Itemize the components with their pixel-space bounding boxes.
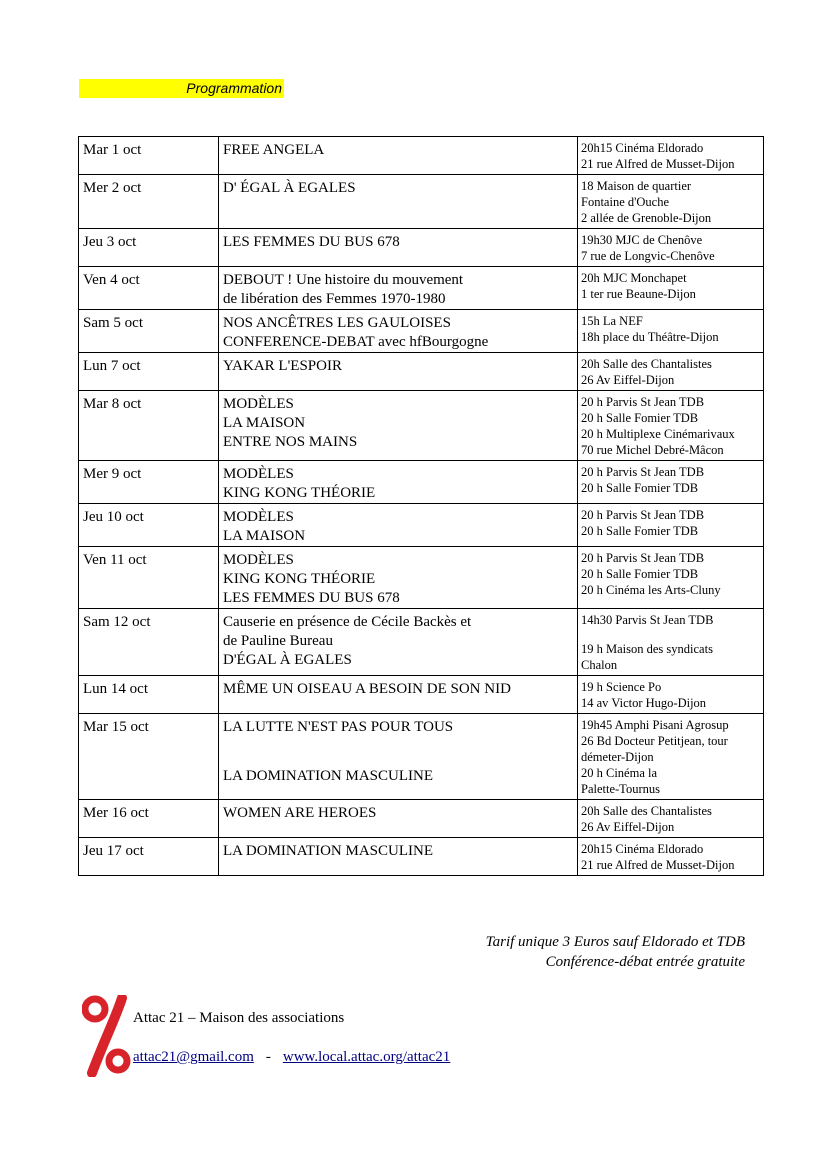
table-row	[79, 609, 764, 676]
event-title-line: NOS ANCÊTRES LES GAULOISES	[223, 315, 451, 331]
event-venue	[578, 547, 764, 609]
event-date	[79, 353, 219, 391]
programme-table-body	[79, 137, 764, 876]
event-date-text: Sam 12 oct	[83, 614, 151, 630]
event-venue-line: 26 Av Eiffel-Dijon	[581, 373, 675, 387]
event-venue-line: 21 rue Alfred de Musset-Dijon	[581, 157, 735, 171]
event-venue-line: 14 av Victor Hugo-Dijon	[581, 695, 707, 710]
event-title-line	[223, 752, 577, 767]
event-venue	[578, 137, 764, 175]
event-title-line: ENTRE NOS MAINS	[223, 434, 358, 450]
event-title-line: de libération des Femmes 1970-1980	[223, 291, 446, 307]
event-date	[79, 391, 219, 461]
event-date-text: Jeu 17 oct	[83, 842, 144, 859]
event-date-text: Lun 7 oct	[83, 358, 141, 374]
event-venue-line: Chalon	[581, 657, 618, 672]
event-venue-line: 20 h Salle Fomier TDB	[581, 567, 699, 581]
event-title	[219, 391, 578, 461]
event-title	[219, 310, 578, 353]
event-title-line: LA LUTTE N'EST PAS POUR TOUS	[223, 718, 454, 735]
event-venue-line: 20 h Parvis St Jean TDB	[581, 465, 705, 479]
event-title-line: Causerie en présence de Cécile Backès et	[223, 614, 472, 630]
programme-table	[78, 136, 764, 876]
event-venue-line: 20h15 Cinéma Eldorado	[581, 141, 704, 155]
event-date-text: Lun 14 oct	[83, 680, 148, 697]
event-venue	[578, 675, 764, 713]
contact-line	[133, 1047, 450, 1067]
event-venue-line: 1 ter rue Beaune-Dijon	[581, 287, 696, 301]
event-title-line: KING KONG THÉORIE	[223, 485, 376, 501]
event-venue	[578, 229, 764, 267]
table-row	[79, 310, 764, 353]
page-heading: Programmation	[79, 79, 284, 98]
conference-note: Conférence-débat entrée gratuite	[545, 954, 745, 970]
event-title	[219, 547, 578, 609]
event-venue-line: 20 h Multiplexe Cinémarivaux	[581, 427, 735, 441]
event-title-line: MODÈLES	[223, 509, 294, 525]
event-venue-line: 19 h Maison des syndicats	[581, 641, 713, 656]
table-row	[79, 504, 764, 547]
event-title-line: D' ÉGAL À EGALES	[223, 180, 356, 196]
event-date-text: Mer 9 oct	[83, 466, 142, 482]
event-venue	[578, 310, 764, 353]
event-title-line	[223, 737, 577, 752]
event-venue-line: 21 rue Alfred de Musset-Dijon	[581, 857, 735, 872]
event-venue	[578, 504, 764, 547]
event-venue-line: 19h30 MJC de Chenôve	[581, 233, 703, 247]
event-title-line: FREE ANGELA	[223, 142, 325, 158]
event-date-text: Mar 15 oct	[83, 718, 149, 735]
event-date	[79, 504, 219, 547]
event-title	[219, 504, 578, 547]
website-link[interactable]: www.local.attac.org/attac21	[282, 1049, 451, 1065]
event-title	[219, 837, 578, 875]
event-title	[219, 137, 578, 175]
event-venue-line: 20 h Cinéma les Arts-Cluny	[581, 583, 721, 597]
event-venue-line: 20h MJC Monchapet	[581, 271, 687, 285]
event-title-line: de Pauline Bureau	[223, 633, 333, 649]
event-venue-line: 19h45 Amphi Pisani Agrosup	[581, 717, 729, 732]
event-title-line: WOMEN ARE HEROES	[223, 804, 377, 821]
event-venue-line	[581, 628, 763, 641]
event-venue	[578, 267, 764, 310]
price-note: Tarif unique 3 Euros sauf Eldorado et TDB	[485, 934, 745, 950]
event-venue-line: 26 Bd Docteur Petitjean, tour	[581, 733, 728, 748]
table-row	[79, 799, 764, 837]
event-venue	[578, 461, 764, 504]
event-venue-line: 20 h Salle Fomier TDB	[581, 524, 699, 538]
event-title-line: MODÈLES	[223, 396, 294, 412]
table-row	[79, 229, 764, 267]
event-venue-line: 20 h Salle Fomier TDB	[581, 411, 699, 425]
event-venue	[578, 391, 764, 461]
event-venue-line: 18 Maison de quartier	[581, 179, 692, 193]
organisation-name: Attac 21 – Maison des associations	[133, 1010, 345, 1026]
event-title-line: LA DOMINATION MASCULINE	[223, 767, 433, 784]
event-venue-line: 20h Salle des Chantalistes	[581, 357, 712, 371]
table-row	[79, 461, 764, 504]
event-venue-line: 19 h Science Po	[581, 679, 662, 694]
event-title	[219, 713, 578, 799]
event-title-line: LES FEMMES DU BUS 678	[223, 234, 400, 250]
event-venue	[578, 353, 764, 391]
event-venue-line: 20 h Parvis St Jean TDB	[581, 395, 705, 409]
event-title-line: KING KONG THÉORIE	[223, 571, 376, 587]
event-venue-line: 18h place du Théâtre-Dijon	[581, 330, 719, 344]
event-title-line: LA DOMINATION MASCULINE	[223, 842, 433, 859]
event-date	[79, 675, 219, 713]
event-date-text: Ven 11 oct	[83, 552, 147, 568]
event-title-line: CONFERENCE-DEBAT avec hfBourgogne	[223, 334, 489, 350]
event-venue-line: 15h La NEF	[581, 314, 643, 328]
event-date-text: Jeu 3 oct	[83, 234, 137, 250]
event-date-text: Mar 8 oct	[83, 396, 142, 412]
event-title-line: DEBOUT ! Une histoire du mouvement	[223, 272, 464, 288]
contact-separator: -	[265, 1049, 271, 1065]
event-venue-line: 20 h Parvis St Jean TDB	[581, 551, 705, 565]
event-venue	[578, 175, 764, 229]
event-title-line: D'ÉGAL À EGALES	[223, 652, 352, 668]
table-row	[79, 547, 764, 609]
event-date	[79, 229, 219, 267]
event-title-line: MÊME UN OISEAU A BESOIN DE SON NID	[223, 680, 511, 697]
table-row	[79, 391, 764, 461]
table-row	[79, 267, 764, 310]
event-title-line: LA MAISON	[223, 528, 306, 544]
event-venue-line: 20 h Salle Fomier TDB	[581, 481, 699, 495]
event-date	[79, 837, 219, 875]
attac-percent-logo-icon	[82, 995, 134, 1077]
event-date-text: Mar 1 oct	[83, 142, 142, 158]
event-date	[79, 461, 219, 504]
event-title	[219, 675, 578, 713]
table-row	[79, 675, 764, 713]
event-title	[219, 799, 578, 837]
event-title	[219, 229, 578, 267]
event-date	[79, 267, 219, 310]
event-venue-line: démeter-Dijon	[581, 749, 654, 764]
event-date	[79, 713, 219, 799]
event-venue-line: 14h30 Parvis St Jean TDB	[581, 613, 714, 627]
event-title-line: MODÈLES	[223, 466, 294, 482]
event-venue-line: Fontaine d'Ouche	[581, 195, 669, 209]
event-title	[219, 175, 578, 229]
event-date	[79, 799, 219, 837]
event-venue	[578, 609, 764, 676]
event-date	[79, 547, 219, 609]
event-title	[219, 353, 578, 391]
event-venue-line: 70 rue Michel Debré-Mâcon	[581, 443, 724, 457]
event-title-line: LA MAISON	[223, 415, 306, 431]
event-date-text: Ven 4 oct	[83, 272, 140, 288]
table-row	[79, 353, 764, 391]
event-venue-line: 20h Salle des Chantalistes	[581, 803, 712, 818]
event-date-text: Mer 2 oct	[83, 180, 142, 196]
event-date	[79, 137, 219, 175]
event-date-text: Sam 5 oct	[83, 315, 143, 331]
event-venue-line: 2 allée de Grenoble-Dijon	[581, 211, 712, 225]
event-venue-line: 20h15 Cinéma Eldorado	[581, 841, 704, 856]
table-row	[79, 713, 764, 799]
event-title-line: MODÈLES	[223, 552, 294, 568]
event-venue-line: 20 h Cinéma la	[581, 765, 658, 780]
event-title	[219, 461, 578, 504]
event-venue-line: 26 Av Eiffel-Dijon	[581, 819, 675, 834]
event-venue	[578, 799, 764, 837]
event-venue-line: 20 h Parvis St Jean TDB	[581, 508, 705, 522]
event-venue-line: Palette-Tournus	[581, 781, 660, 796]
event-date	[79, 175, 219, 229]
event-date	[79, 310, 219, 353]
event-title-line: LES FEMMES DU BUS 678	[223, 590, 400, 606]
event-venue-line: 7 rue de Longvic-Chenôve	[581, 249, 715, 263]
event-date-text: Mer 16 oct	[83, 804, 149, 821]
event-title-line: YAKAR L'ESPOIR	[223, 358, 342, 374]
table-row	[79, 137, 764, 175]
event-date	[79, 609, 219, 676]
event-date-text: Jeu 10 oct	[83, 509, 144, 525]
event-title	[219, 267, 578, 310]
event-title	[219, 609, 578, 676]
event-venue	[578, 713, 764, 799]
table-row	[79, 175, 764, 229]
table-row	[79, 837, 764, 875]
email-link[interactable]: attac21@gmail.com	[133, 1049, 254, 1065]
event-venue	[578, 837, 764, 875]
